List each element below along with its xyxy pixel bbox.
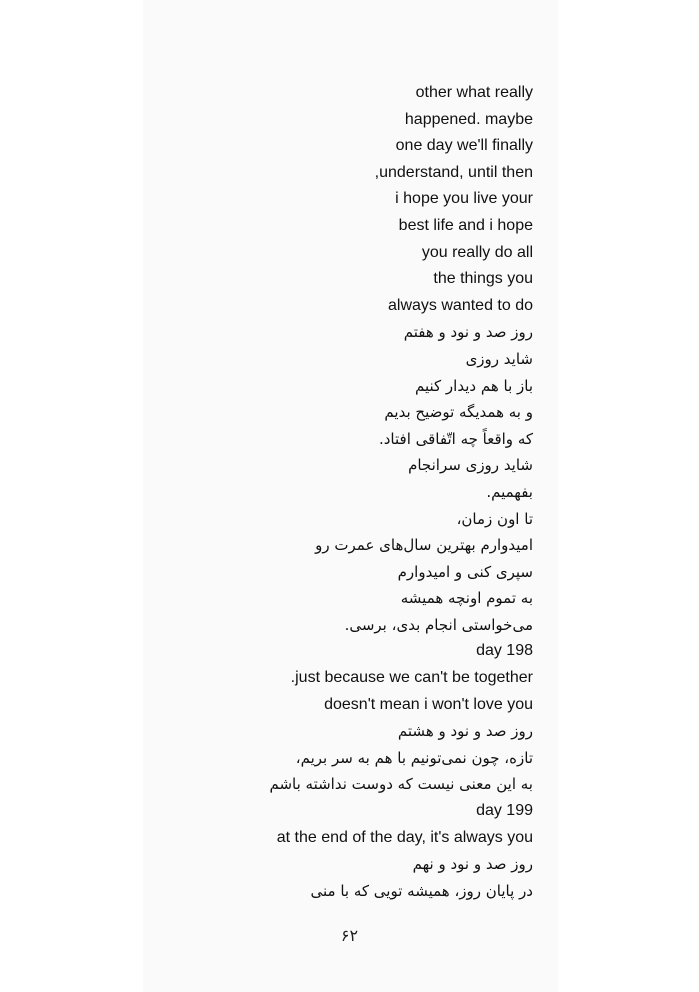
text-line: به این معنی نیست که دوست نداشته باشم — [269, 775, 533, 794]
text-line: day 199 — [476, 802, 533, 820]
text-line: بفهمیم. — [486, 482, 533, 501]
text-line: i hope you live your — [395, 190, 533, 208]
text-line: at the end of the day, it's always you — [276, 828, 533, 846]
text-line: best life and i hope — [398, 216, 533, 234]
text-line: doesn't mean i won't love you — [324, 695, 533, 713]
text-line: می‌خواستی انجام بدی، برسی. — [344, 615, 533, 634]
text-line: و به همدیگه توضیح بدیم — [384, 403, 533, 422]
text-line: به تموم اونچه همیشه — [400, 589, 533, 608]
text-line: تا اون زمان، — [456, 509, 533, 528]
text-line: شاید روزی سرانجام — [408, 456, 533, 475]
text-line: ,understand, until then — [374, 163, 533, 181]
text-column — [173, 80, 533, 904]
text-line: one day we'll finally — [395, 137, 533, 155]
text-line: در پایان روز، همیشه تویی که با منی — [310, 881, 533, 900]
text-line: باز با هم دیدار کنیم — [414, 376, 533, 395]
text-line: تازه، چون نمی‌تونیم با هم به سر بریم، — [295, 748, 533, 767]
text-line: day 198 — [476, 642, 533, 660]
text-line: که واقعاً چه اتّفاقی افتاد. — [378, 429, 533, 448]
text-line: you really do all — [421, 243, 533, 261]
text-line: روز صد و نود و هشتم — [397, 722, 533, 741]
text-line: .just because we can't be together — [290, 669, 533, 687]
text-line: امیدوارم بهترین سال‌های عمرت رو — [315, 536, 533, 555]
text-line: always wanted to do — [388, 296, 533, 314]
text-line: شاید روزی — [465, 349, 533, 368]
text-line: روز صد و نود و نهم — [412, 855, 533, 874]
text-line: سپری کنی و امیدوارم — [397, 562, 533, 581]
text-line: the things you — [433, 270, 533, 288]
page-number: ۶۲ — [340, 926, 359, 945]
text-line: روز صد و نود و هفتم — [403, 323, 533, 342]
text-line: other what really — [415, 84, 533, 101]
text-line: happened. maybe — [404, 110, 533, 128]
